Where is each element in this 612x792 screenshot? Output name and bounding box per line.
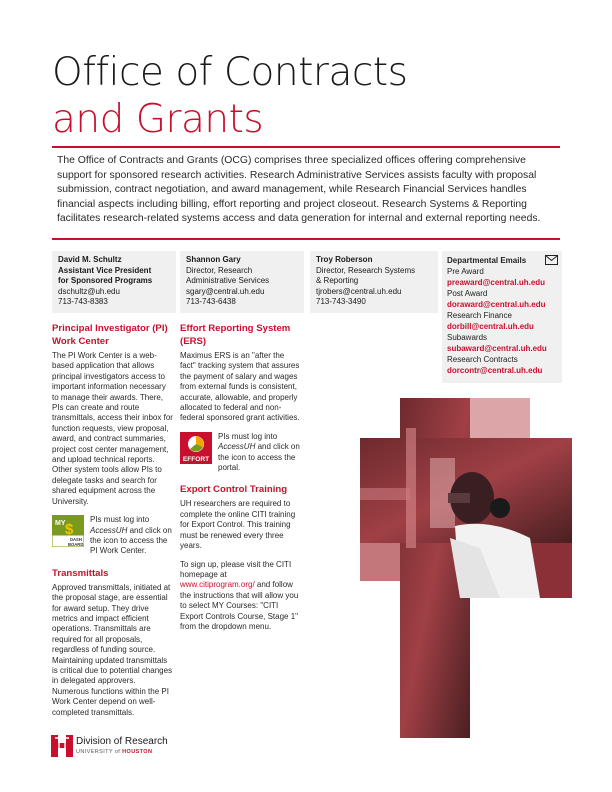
logo-my-text: MY bbox=[55, 520, 66, 528]
university-name: UNIVERSITY of HOUSTON bbox=[76, 749, 153, 755]
email-label: Research Contracts bbox=[447, 355, 518, 364]
accessuh-text: AccessUH bbox=[90, 525, 128, 535]
pi-body: The PI Work Center is a web-based application that allows principal investigators access to important information necessary to manage their awards. There, PIs can create and route transmittals, access their inbox for function requests, view proposal, award, and contract summaries, project cost center management, and upload technical reports. Other system tools allow PIs to delegate tasks and search for shared equipment across the University. bbox=[52, 351, 173, 506]
page-title-line2: and Grants bbox=[52, 97, 264, 142]
export-body-1: UH researchers are required to complete the online CITI training for Export Control. This training must be renewed every three years. bbox=[180, 499, 296, 551]
page-title-line1: Office of Contracts bbox=[52, 50, 408, 95]
intro-paragraph: The Office of Contracts and Grants (OCG) comprises three specialized offices offering comprehensive support for sponsored research activities. Research Administrative Services assists faculty with proposal submission, contract negotiation, and award management, while Research Financial Services handles financial aspects including billing, effort reporting and project closeout. Research Systems & Reporting facilitates research-related systems access and data generation for internal and external reporting needs. bbox=[57, 155, 541, 225]
column-left bbox=[52, 322, 174, 726]
pi-heading: Principal Investigator (PI) Work Center bbox=[52, 323, 168, 347]
column-middle bbox=[180, 322, 300, 640]
export-body-2: To sign up, please visit the CITI homepage at www.citiprogram.org/ and follow the instructions that will allow you to select MY Courses: "CITI Export Controls Course, Stage 1" from the dropdown menu. bbox=[180, 559, 299, 631]
contact-card bbox=[52, 251, 176, 313]
logo-effort-text: EFFORT bbox=[182, 455, 210, 463]
contact-card bbox=[310, 251, 438, 313]
emails-heading: Departmental Emails bbox=[447, 256, 527, 265]
envelope-icon bbox=[545, 255, 558, 265]
my-dashboard-logo-icon[interactable] bbox=[52, 515, 84, 547]
contact-title: Director, Research bbox=[186, 265, 253, 275]
contact-title: Administrative Services bbox=[186, 276, 270, 285]
departmental-emails-panel bbox=[442, 251, 562, 383]
contact-name: Troy Roberson bbox=[316, 255, 373, 264]
contact-title: Director, Research Systems bbox=[316, 265, 416, 275]
researcher-photo bbox=[360, 398, 572, 738]
contact-card bbox=[180, 251, 304, 313]
contact-email[interactable]: sgary@central.uh.edu bbox=[186, 286, 265, 296]
email-link[interactable]: preaward@central.uh.edu bbox=[447, 278, 546, 287]
email-link[interactable]: dorbill@central.uh.edu bbox=[447, 322, 534, 331]
contact-phone: 713-743-6438 bbox=[186, 297, 236, 306]
email-link[interactable]: dorcontr@central.uh.edu bbox=[447, 366, 543, 375]
ers-heading: Effort Reporting System (ERS) bbox=[180, 323, 291, 347]
email-label: Research Finance bbox=[447, 311, 512, 320]
logo-dash-text: DASH bbox=[70, 537, 82, 543]
contact-title: for Sponsored Programs bbox=[58, 276, 153, 285]
ers-note bbox=[180, 432, 300, 474]
header-rule bbox=[52, 146, 560, 148]
contact-phone: 713-743-3490 bbox=[316, 297, 366, 306]
effort-logo-icon[interactable] bbox=[180, 432, 212, 464]
logo-board-text: BOARD bbox=[68, 542, 84, 548]
contact-email[interactable]: dschultz@uh.edu bbox=[58, 286, 120, 296]
email-link[interactable]: doraward@central.uh.edu bbox=[447, 300, 546, 309]
export-heading: Export Control Training bbox=[180, 484, 288, 496]
accessuh-text: AccessUH bbox=[218, 442, 256, 452]
division-of-research-logo[interactable] bbox=[50, 733, 190, 761]
contact-name: Shannon Gary bbox=[186, 255, 241, 264]
intro-rule bbox=[52, 238, 560, 240]
email-link[interactable]: subaward@central.uh.edu bbox=[447, 344, 547, 353]
uh-logo-icon bbox=[50, 733, 74, 759]
email-label: Post Award bbox=[447, 289, 488, 298]
email-label: Subawards bbox=[447, 333, 488, 342]
pi-note bbox=[52, 515, 174, 557]
contact-name: David M. Schultz bbox=[58, 255, 122, 264]
contact-title: Assistant Vice President bbox=[58, 265, 152, 275]
svg-text:$: $ bbox=[65, 521, 74, 539]
ers-note-text: PIs must log into AccessUH and click on the icon to access the portal. bbox=[218, 431, 300, 473]
contact-phone: 713-743-8383 bbox=[58, 297, 108, 306]
email-label: Pre Award bbox=[447, 267, 484, 276]
contact-title: & Reporting bbox=[316, 276, 359, 285]
citi-link[interactable]: www.citiprogram.org/ bbox=[180, 580, 255, 590]
division-name: Division of Research bbox=[76, 736, 168, 747]
transmittals-heading: Transmittals bbox=[52, 567, 109, 579]
contact-email[interactable]: tjrobers@central.uh.edu bbox=[316, 286, 402, 296]
transmittals-body: Approved transmittals, initiated at the proposal stage, are essential for award setup. They drive metrics and impact efficient operations. Transmittals are required for all proposals, regardless of funding source. Maintaining updated transmittals is critical due to potential changes in delegated approvers. Numerous functions within the PI Work Center depend on well-completed transmittals. bbox=[52, 582, 173, 717]
pi-note-text: PIs must log into AccessUH and click on the icon to access the PI Work Center. bbox=[90, 515, 172, 556]
ers-body: Maximus ERS is an "after the fact" tracking system that assures the payment of salary and wages from external funds is consistent, accurate, allowable, and properly allocated to federal and non-federal sponsored grant activities. bbox=[180, 351, 300, 423]
